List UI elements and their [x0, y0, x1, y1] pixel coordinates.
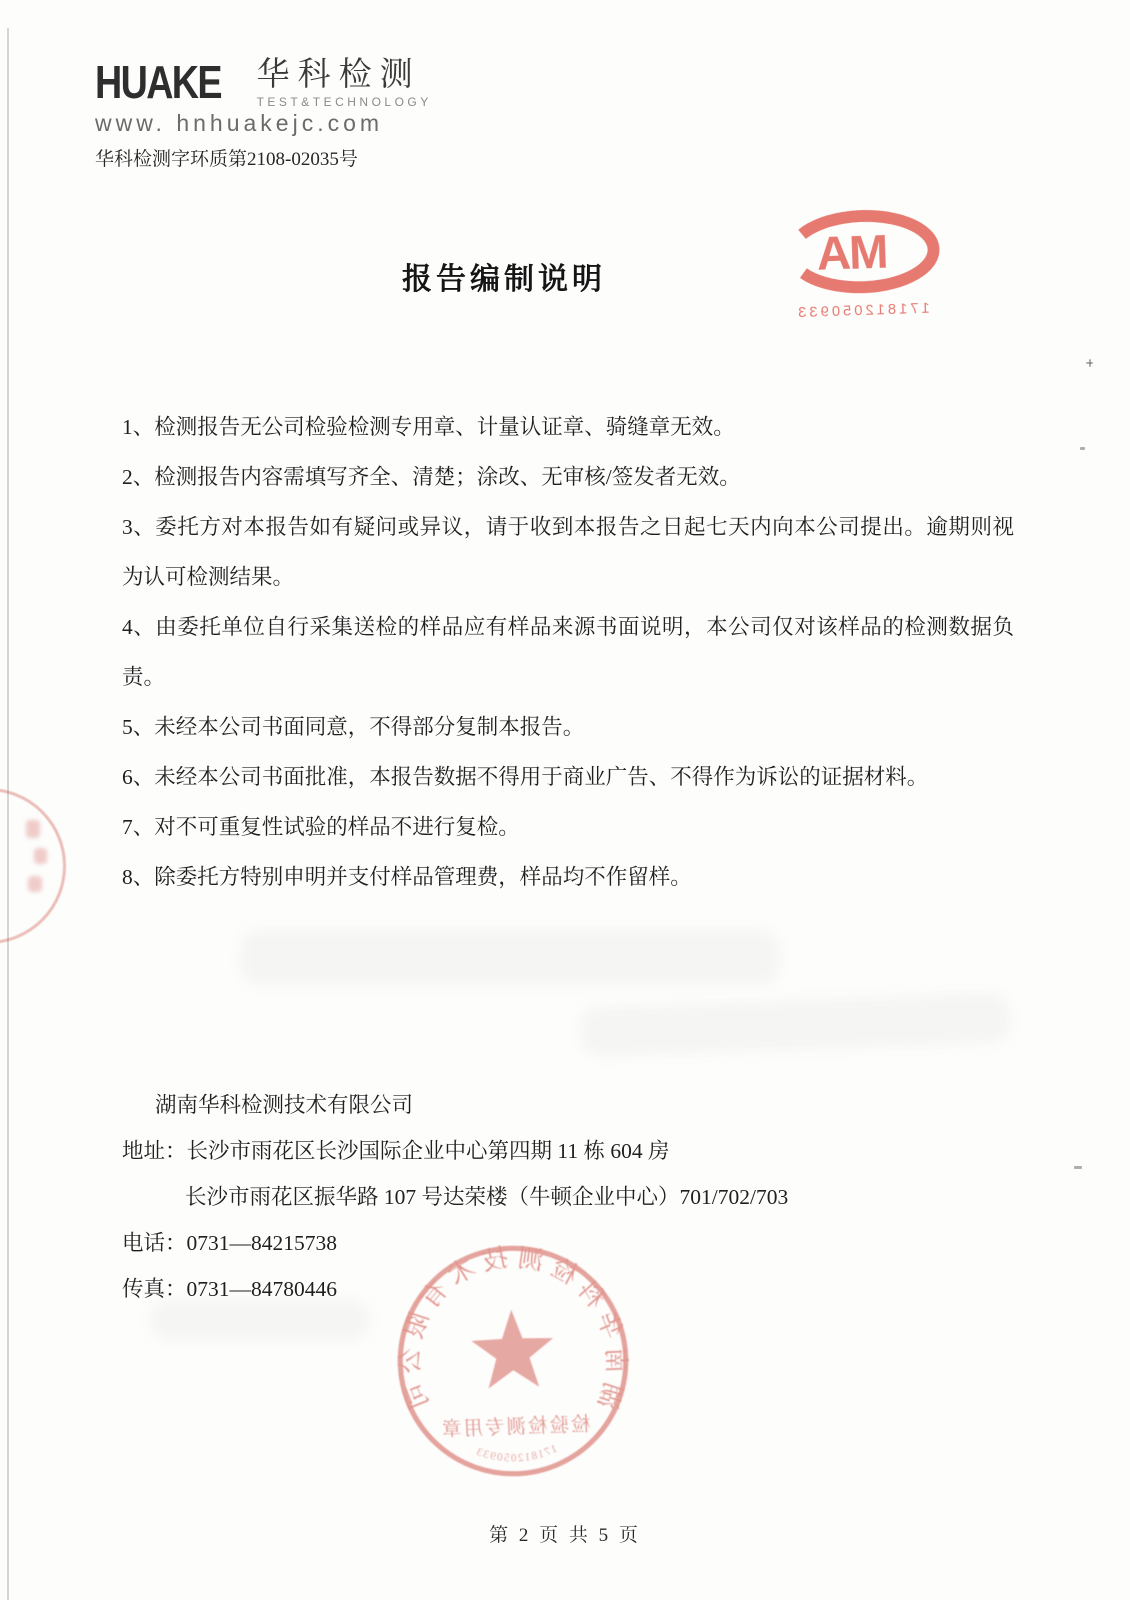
edge-seal-smudge [34, 848, 47, 864]
note-item-5: 5、未经本公司书面同意，不得部分复制本报告。 [122, 715, 585, 739]
seal-number: 171812050933 [473, 1442, 560, 1465]
company-address-1: 地址：长沙市雨花区长沙国际企业中心第四期 11 栋 604 房 [122, 1139, 670, 1163]
bleedthrough-ghost [579, 993, 1010, 1058]
company-phone: 电话：0731—84215738 [122, 1231, 338, 1255]
edge-seal-stamp [0, 788, 66, 944]
company-name: 湖南华科检测技术有限公司 [155, 1093, 414, 1117]
cma-letters: MA [817, 225, 890, 281]
company-website: www. hnhuakejc.com [95, 110, 384, 136]
cma-number: 171812050933 [794, 300, 931, 322]
company-address-2: 长沙市雨花区振华路 107 号达荣楼（牛顿企业中心）701/702/703 [185, 1185, 789, 1209]
logo-tagline: TEST&TECHNOLOGY [256, 95, 432, 109]
scan-speck [1080, 447, 1085, 450]
logo-wordmark: HUAKE [95, 56, 221, 108]
company-seal-stamp [386, 1234, 640, 1488]
note-item-7: 7、对不可重复性试验的样品不进行复检。 [122, 815, 520, 839]
note-item-1: 1、检测报告无公司检验检测专用章、计量认证章、骑缝章无效。 [122, 415, 735, 439]
scan-speck [1074, 1166, 1082, 1169]
note-item-3: 3、委托方对本报告如有疑问或异议，请于收到本报告之日起七天内向本公司提出。逾期则视为认可检测结果。 [122, 515, 1014, 589]
note-item-8: 8、除委托方特别申明并支付样品管理费，样品均不作留样。 [122, 865, 692, 889]
company-fax: 传真：0731—84780446 [122, 1277, 338, 1301]
note-item-2: 2、检测报告内容需填写齐全、清楚；涂改、无审核/签发者无效。 [122, 465, 741, 489]
seal-company-name: 湖南华科检测技术有限公司 [395, 1242, 631, 1420]
logo-chinese-name: 华科检测 [256, 57, 421, 93]
bleedthrough-ghost [240, 930, 780, 985]
note-item-6: 6、未经本公司书面批准，本报告数据不得用于商业广告、不得作为诉讼的证据材料。 [122, 765, 929, 789]
logo-cn-block [257, 56, 432, 109]
page-number-footer: 第 2 页 共 5 页 [489, 1525, 641, 1546]
scan-speck [1089, 359, 1091, 367]
note-item-4: 4、由委托单位自行采集送检的样品应有样品来源书面说明，本公司仅对该样品的检测数据负责。 [122, 615, 1014, 689]
company-seal-graphic [386, 1234, 640, 1488]
seal-star-icon [470, 1308, 554, 1389]
report-notes-list [122, 402, 1014, 902]
report-doc-code: 华科检测字环质第2108-02035号 [95, 149, 358, 170]
page-title: 报告编制说明 [402, 263, 606, 296]
seal-type-text: 检验检测专用章 [439, 1414, 591, 1441]
company-logo [95, 56, 432, 109]
edge-seal-smudge [26, 820, 40, 838]
edge-seal-smudge [28, 876, 42, 892]
